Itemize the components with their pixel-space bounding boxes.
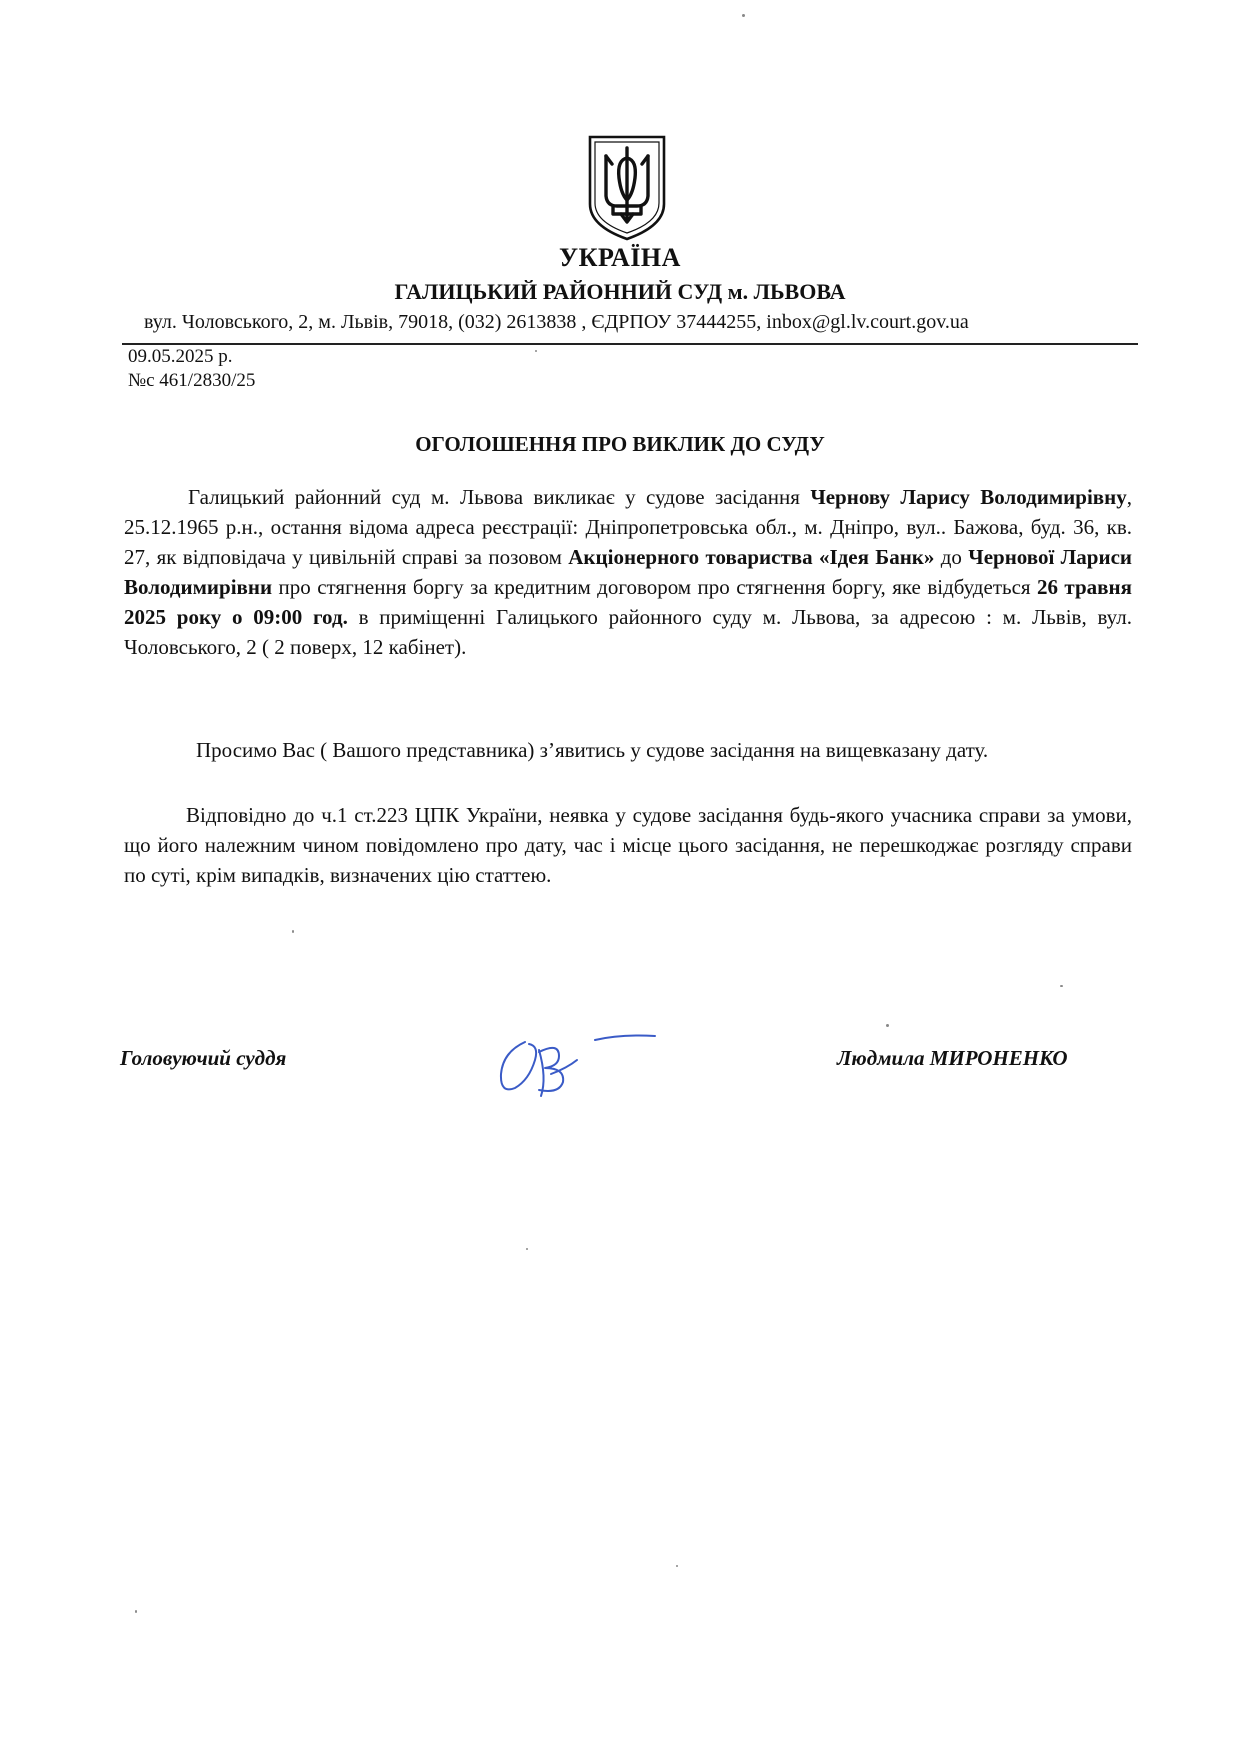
trident-coat-of-arms-icon [586, 134, 668, 242]
plaintiff-name: Акціонерного товариства «Ідея Банк» [568, 545, 935, 569]
legal-notice-paragraph: Відповідно до ч.1 ст.223 ЦПК України, неявка у судове засідання будь-якого учасника справи за умови, що його належним чином повідомлено про дату, час і місце цього засідання, не перешкоджає розгляду справи по суті, крім випадків, визначених цію статтею. [124, 803, 1132, 887]
case-number: №с 461/2830/25 [128, 370, 256, 391]
scan-speck [1060, 985, 1063, 987]
summons-paragraph [124, 482, 1132, 662]
court-name-heading: ГАЛИЦЬКИЙ РАЙОННИЙ СУД м. ЛЬВОВА [394, 279, 846, 304]
court-address-line: вул. Чоловського, 2, м. Львів, 79018, (032) 2613838 , ЄДРПОУ 37444255, inbox@gl.lv.court.gov.ua [144, 311, 969, 333]
scan-speck [535, 350, 537, 352]
text-span: про стягнення боргу за кредитним договором про стягнення боргу, яке відбудеться [272, 575, 1037, 599]
scan-speck [676, 1565, 678, 1567]
defendant-name: Чернову Ларису Володимирівну [810, 485, 1127, 509]
scan-speck [742, 14, 745, 17]
defendant-name-genitive: Чернової Лариси Володимирівни [124, 545, 1132, 599]
text-span: до [934, 545, 969, 569]
header-divider [122, 343, 1138, 345]
text-span: Галицький районний суд м. Львова викликає у судове засідання [188, 485, 811, 509]
handwritten-signature-icon [495, 1030, 665, 1102]
scan-speck [886, 1024, 889, 1027]
signatory-name: Людмила МИРОНЕНКО [837, 1046, 1068, 1070]
scan-speck [292, 930, 294, 933]
signatory-role: Головуючий суддя [120, 1046, 287, 1070]
scan-speck [135, 1610, 137, 1613]
document-title: ОГОЛОШЕННЯ ПРО ВИКЛИК ДО СУДУ [415, 432, 825, 456]
request-paragraph: Просимо Вас ( Вашого представника) з’явитись у судове засідання на вищевказану дату. [196, 738, 989, 762]
text-span: , 25.12.1965 р.н., остання відома адреса реєстрації: Дніпропетровська обл., м. Дніпро, вул.. Бажова, буд. 36, кв. 27, як відповідача у цивільній справі за позовом [124, 485, 1132, 569]
country-heading: УКРАЇНА [559, 243, 681, 272]
hearing-datetime: 26 травня 2025 року о 09:00 год. [124, 575, 1132, 629]
document-date: 09.05.2025 р. [128, 346, 233, 367]
scan-speck [526, 1248, 528, 1250]
text-span: в приміщенні Галицького районного суду м. Львова, за адресою : м. Львів, вул. Чоловського, 2 ( 2 поверх, 12 кабінет). [124, 605, 1132, 659]
